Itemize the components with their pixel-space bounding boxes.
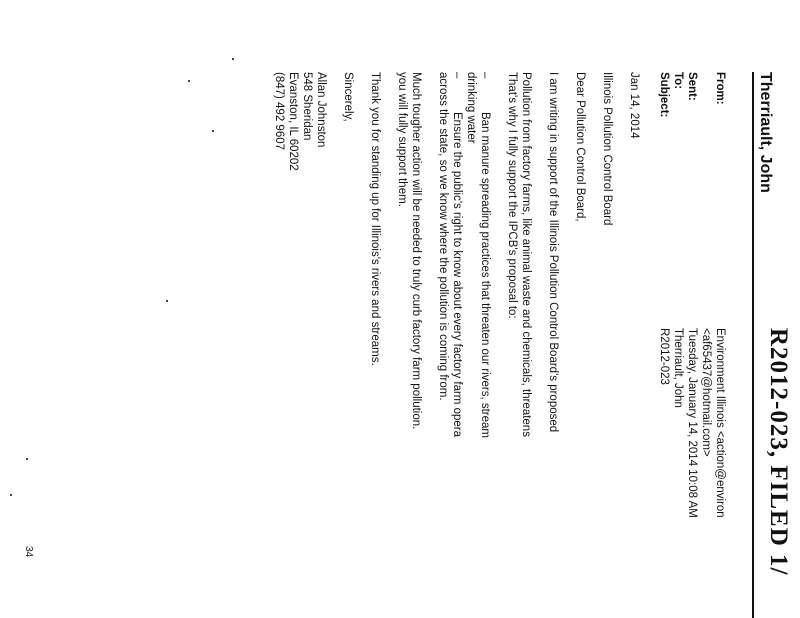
scan-speck [166,300,168,302]
paragraph-4-line-1: Thank you for standing up for Illinois's rivers and streams. [369,72,381,366]
paragraph-3-line-2: you will fully support them. [396,72,408,207]
page-number: 34 [23,546,34,558]
signature-name: Allan Johnston [315,72,327,148]
scan-speck [10,494,12,496]
paragraph-2-line-1: Pollution from factory farms, like animal waste and chemicals, threatens [520,72,532,437]
to-label: To: [672,72,684,90]
paragraph-1-line-1: I am writing in support of the Illinois Pollution Control Board's proposed [547,72,559,433]
to-value: Therriault, John [672,328,684,408]
bullet-2-line-2: across the state, so we know where the pollution is coming from. [437,72,449,401]
filing-stamp: R2012-023, FILED 1/ [765,328,792,576]
letter-date: Jan 14, 2014 [628,72,640,139]
sent-label: Sent: [686,72,698,101]
signature-city: Evanston, IL 60202 [287,72,299,171]
letter-recipient: Illinois Pollution Control Board [601,72,613,226]
from-value-line1: Environment Illinois <action@environ [714,328,726,518]
bullet-2-line-1: Ensure the public's right to know about every factory farm opera [451,112,463,437]
scan-speck [232,58,234,60]
bullet-2-dash: – [451,72,463,79]
bullet-1-line-1: Ban manure spreading practices that threaten our rivers, stream [479,112,491,438]
sent-value: Tuesday, January 14, 2014 10:08 AM [686,328,698,518]
scan-speck [188,80,190,82]
subject-value: R2012-023 [658,328,670,385]
sender-name-heading: Therriault, John [757,72,774,193]
signature-street: 548 Sheridan [301,72,313,141]
letter-salutation: Dear Pollution Control Board, [574,72,586,222]
scan-speck [212,130,214,132]
bullet-1-dash: – [479,72,491,79]
subject-label: Subject: [658,72,670,118]
bullet-1-line-2: drinking water [465,72,477,144]
header-rule [752,72,754,618]
scan-speck [26,458,28,460]
signature-phone: (847) 492 9607 [273,72,285,151]
letter-closing: Sincerely, [342,72,354,122]
paragraph-2-line-2: That's why I fully support the IPCB's proposal to: [506,72,518,319]
paragraph-3-line-1: Much tougher action will be needed to truly curb factory farm pollution. [410,72,422,430]
from-value-line2: <af65437@hotmail.com> [700,328,712,457]
from-label: From: [714,72,726,105]
